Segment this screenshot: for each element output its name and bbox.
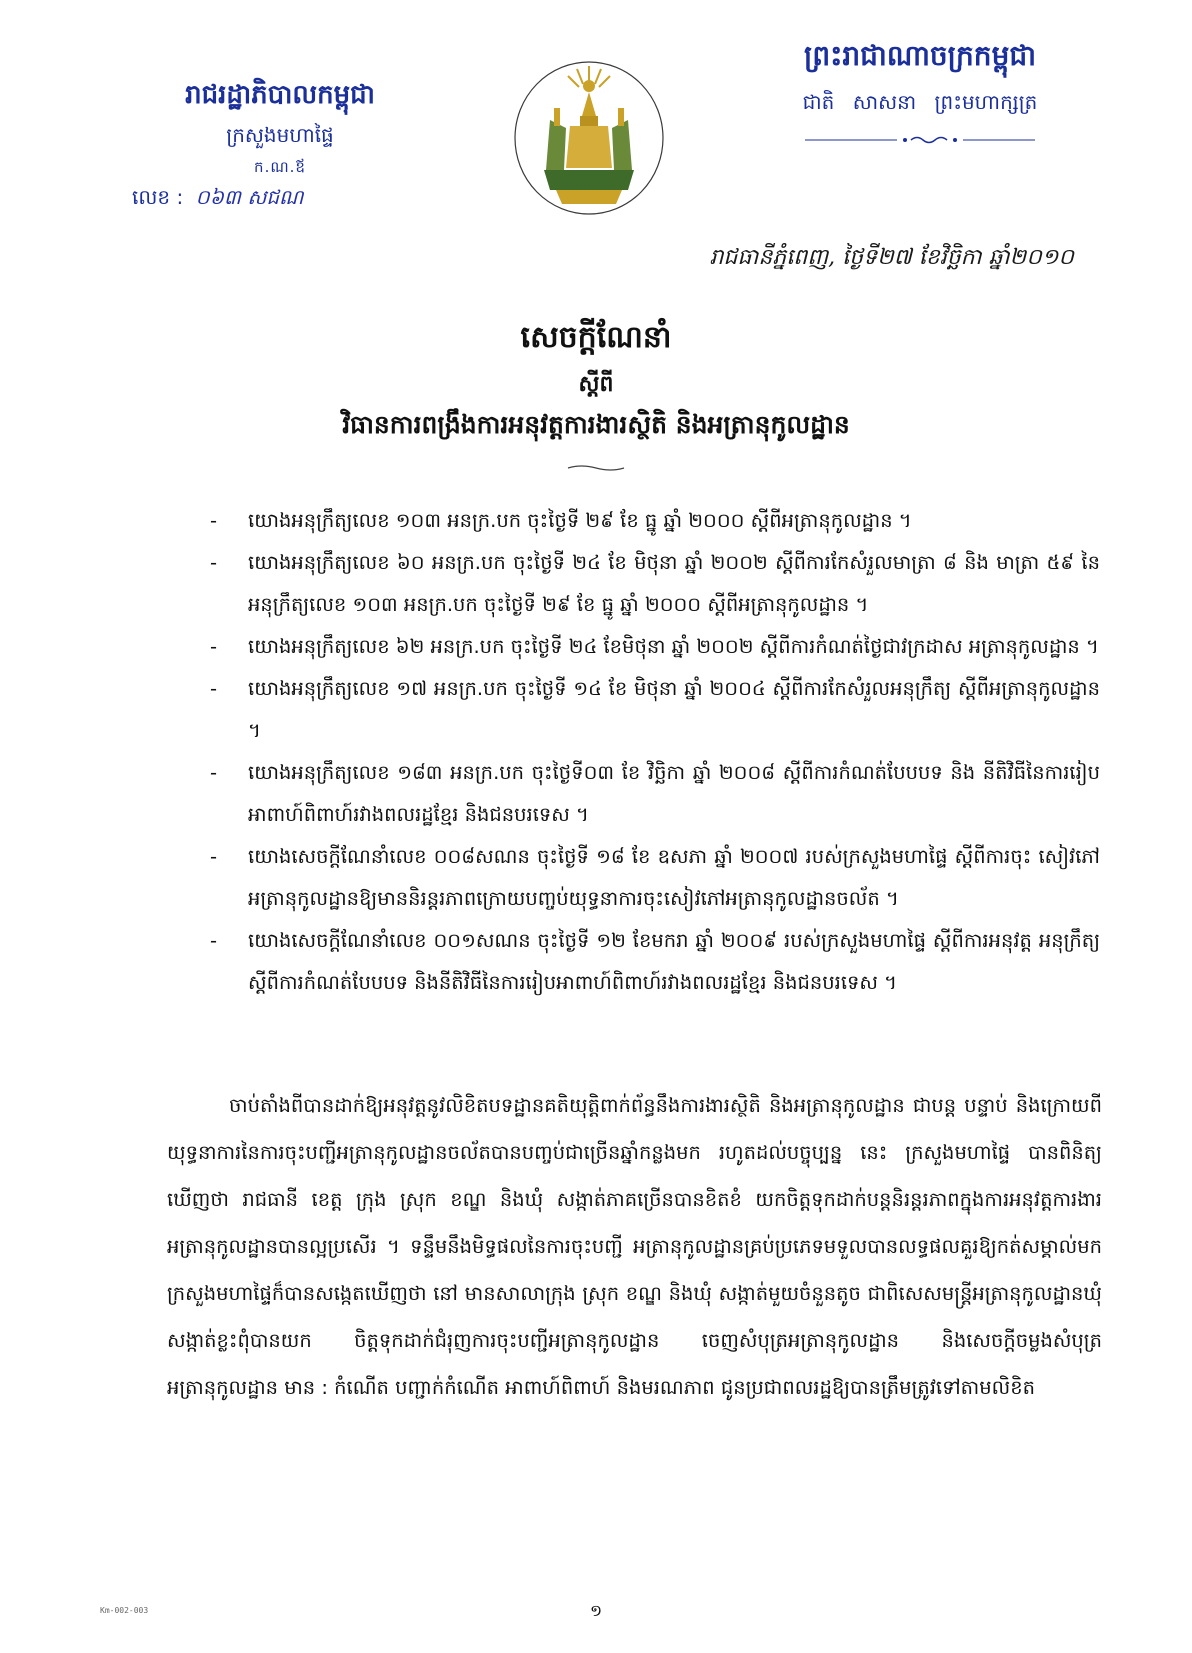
list-dash: - [210, 635, 218, 658]
list-dash: - [210, 761, 218, 784]
kingdom-header [760, 38, 1080, 149]
document-title: សេចក្តីណែនាំ [520, 320, 672, 355]
document-subject: វិធានការពង្រឹងការអនុវត្តការងារស្ថិតិ និងអត្រានុកូលដ្ឋាន [342, 410, 850, 439]
title-divider-icon [566, 464, 626, 472]
list-dash: - [210, 677, 218, 700]
reference-number-line [120, 184, 440, 214]
list-item [210, 920, 1100, 1004]
document-subtitle: ស្តីពី [578, 372, 614, 397]
reference-text: យោងអនុក្រឹត្យលេខ ១៨៣ អនក្រ.បក ចុះថ្ងៃទី០៣ ខែ វិច្ឆិកា ឆ្នាំ ២០០៨ ស្តីពីការកំណត់បែបបទ និង នីតិវិធីនៃការរៀបអាពាហ៍ពិពាហ៍រវាងពលរដ្ឋខ្មែរ និងជនបរទេស ។ [248, 761, 1100, 826]
body-paragraph: ចាប់តាំងពីបានដាក់ឱ្យអនុវត្តនូវលិខិតបទដ្ឋានគតិយុត្តិពាក់ព័ន្ធនឹងការងារស្ថិតិ និងអត្រានុកូលដ្ឋាន ជាបន្ត បន្ទាប់ និងក្រោយពីយុទ្ធនាការនៃការចុះបញ្ជីអត្រានុកូលដ្ឋានចល័តបានបញ្ចប់ជាច្រើនឆ្នាំកន្លងមក រហូតដល់បច្ចុប្បន្ន នេះ ក្រសួងមហាផ្ទៃ បានពិនិត្យឃើញថា រាជធានី ខេត្ត ក្រុង ស្រុក ខណ្ឌ និងឃុំ សង្កាត់ភាគច្រើនបានខិតខំ យកចិត្តទុកដាក់បន្តនិរន្តរភាពក្នុងការអនុវត្តការងារអត្រានុកូលដ្ឋានបានល្អប្រសើរ ។ ទន្ទឹមនឹងមិទ្ធផលនៃការចុះបញ្ជី អត្រានុកូលដ្ឋានគ្រប់ប្រភេទមទួលបានលទ្ធផលគួរឱ្យកត់សម្គាល់មក ក្រសួងមហាផ្ទៃក៏បានសង្កេតឃើញថា នៅ មានសាលាក្រុង ស្រុក ខណ្ឌ និងឃុំ សង្កាត់មួយចំនួនតូច ជាពិសេសមន្ត្រីអត្រានុកូលដ្ឋានឃុំ សង្កាត់ខ្លះពុំបានយក ចិត្តទុកដាក់ជំរុញការចុះបញ្ជីអត្រានុកូលដ្ឋាន ចេញសំបុត្រអត្រានុកូលដ្ឋាន និងសេចក្តីចម្លងសំបុត្រអត្រានុកូលដ្ឋាន មាន : កំណើត បញ្ជាក់កំណើត អាពាហ៍ពិពាហ៍ និងមរណភាព ជូនប្រជាពលរដ្ឋឱ្យបានត្រឹមត្រូវទៅតាមលិខិត [167, 1094, 1102, 1399]
date-line: រាជធានីភ្នំពេញ, ថ្ងៃទី២៧ ខែវិច្ឆិកា ឆ្នាំ២០១០ [709, 245, 1074, 270]
ministry-name: ក្រសួងមហាផ្ទៃ [226, 123, 334, 147]
list-item [210, 542, 1100, 626]
royal-coat-of-arms-icon [510, 58, 668, 218]
list-item [210, 626, 1100, 668]
reference-text: យោងអនុក្រឹត្យលេខ ១០៣ អនក្រ.បក ចុះថ្ងៃទី ២៩ ខែ ធ្នូ ឆ្នាំ ២០០០ ស្តីពីអត្រានុកូលដ្ឋាន ។ [248, 509, 912, 532]
government-name: រាជរដ្ឋាភិបាលកម្ពុជា [185, 80, 375, 110]
reference-label: លេខ : [132, 185, 184, 209]
footer-code: Km-002-003 [100, 1606, 149, 1615]
list-dash: - [210, 929, 218, 952]
list-item [210, 500, 1100, 542]
list-dash: - [210, 551, 218, 574]
page-number: ១ [589, 1601, 603, 1620]
reference-number: ០៦៣ សជណ [195, 185, 304, 209]
list-dash: - [210, 845, 218, 868]
ornament-divider-icon [805, 135, 1035, 145]
reference-text: យោងអនុក្រឹត្យលេខ ១៧ អនក្រ.បក ចុះថ្ងៃទី ១៤ ខែ មិថុនា ឆ្នាំ ២០០៤ ស្តីពីការកែសំរួលអនុក្រឹត្យ ស្តីពីអត្រានុកូលដ្ឋាន ។ [248, 677, 1100, 742]
ministry-header [120, 78, 440, 214]
reference-text: យោងសេចក្តីណែនាំលេខ ០០១សណន ចុះថ្ងៃទី ១២ ខែមករា ឆ្នាំ ២០០៩ របស់ក្រសួងមហាផ្ទៃ ស្តីពីការអនុវត្ត អនុក្រឹត្យស្តីពីការកំណត់បែបបទ និងនីតិវិធីនៃការរៀបអាពាហ៍ពិពាហ៍រវាងពលរដ្ឋខ្មែរ និងជនបរទេស ។ [248, 929, 1100, 994]
ministry-code: ក.ណ.ឪ [254, 158, 306, 176]
national-motto: ជាតិ សាសនា ព្រះមហាក្សត្រ [802, 90, 1038, 114]
list-item [210, 836, 1100, 920]
reference-text: យោងអនុក្រឹត្យលេខ ៦០ អនក្រ.បក ចុះថ្ងៃទី ២៤ ខែ មិថុនា ឆ្នាំ ២០០២ ស្តីពីការកែសំរួលមាត្រា ៨ និង មាត្រា ៥៩ នៃអនុក្រឹត្យលេខ ១០៣ អនក្រ.បក ចុះថ្ងៃទី ២៩ ខែ ធ្នូ ឆ្នាំ ២០០០ ស្តីពីអត្រានុកូលដ្ឋាន ។ [248, 551, 1100, 616]
list-item [210, 752, 1100, 836]
kingdom-name: ព្រះរាជាណាចក្រកម្ពុជា [803, 39, 1036, 72]
list-item [210, 668, 1100, 752]
list-dash: - [210, 509, 218, 532]
reference-list [210, 500, 1100, 1004]
reference-text: យោងសេចក្តីណែនាំលេខ ០០៨សណន ចុះថ្ងៃទី ១៨ ខែ ឧសភា ឆ្នាំ ២០០៧ របស់ក្រសួងមហាផ្ទៃ ស្តីពីការចុះ សៀវភៅអត្រានុកូលដ្ឋានឱ្យមាននិរន្តរភាពក្រោយបញ្ចប់យុទ្ធនាការចុះសៀវភៅអត្រានុកូលដ្ឋានចល័ត ។ [248, 845, 1100, 910]
reference-text: យោងអនុក្រឹត្យលេខ ៦២ អនក្រ.បក ចុះថ្ងៃទី ២៤ ខែមិថុនា ឆ្នាំ ២០០២ ស្តីពីការកំណត់ថ្ងៃជាវក្រដាស អត្រានុកូលដ្ឋាន ។ [248, 635, 1099, 658]
